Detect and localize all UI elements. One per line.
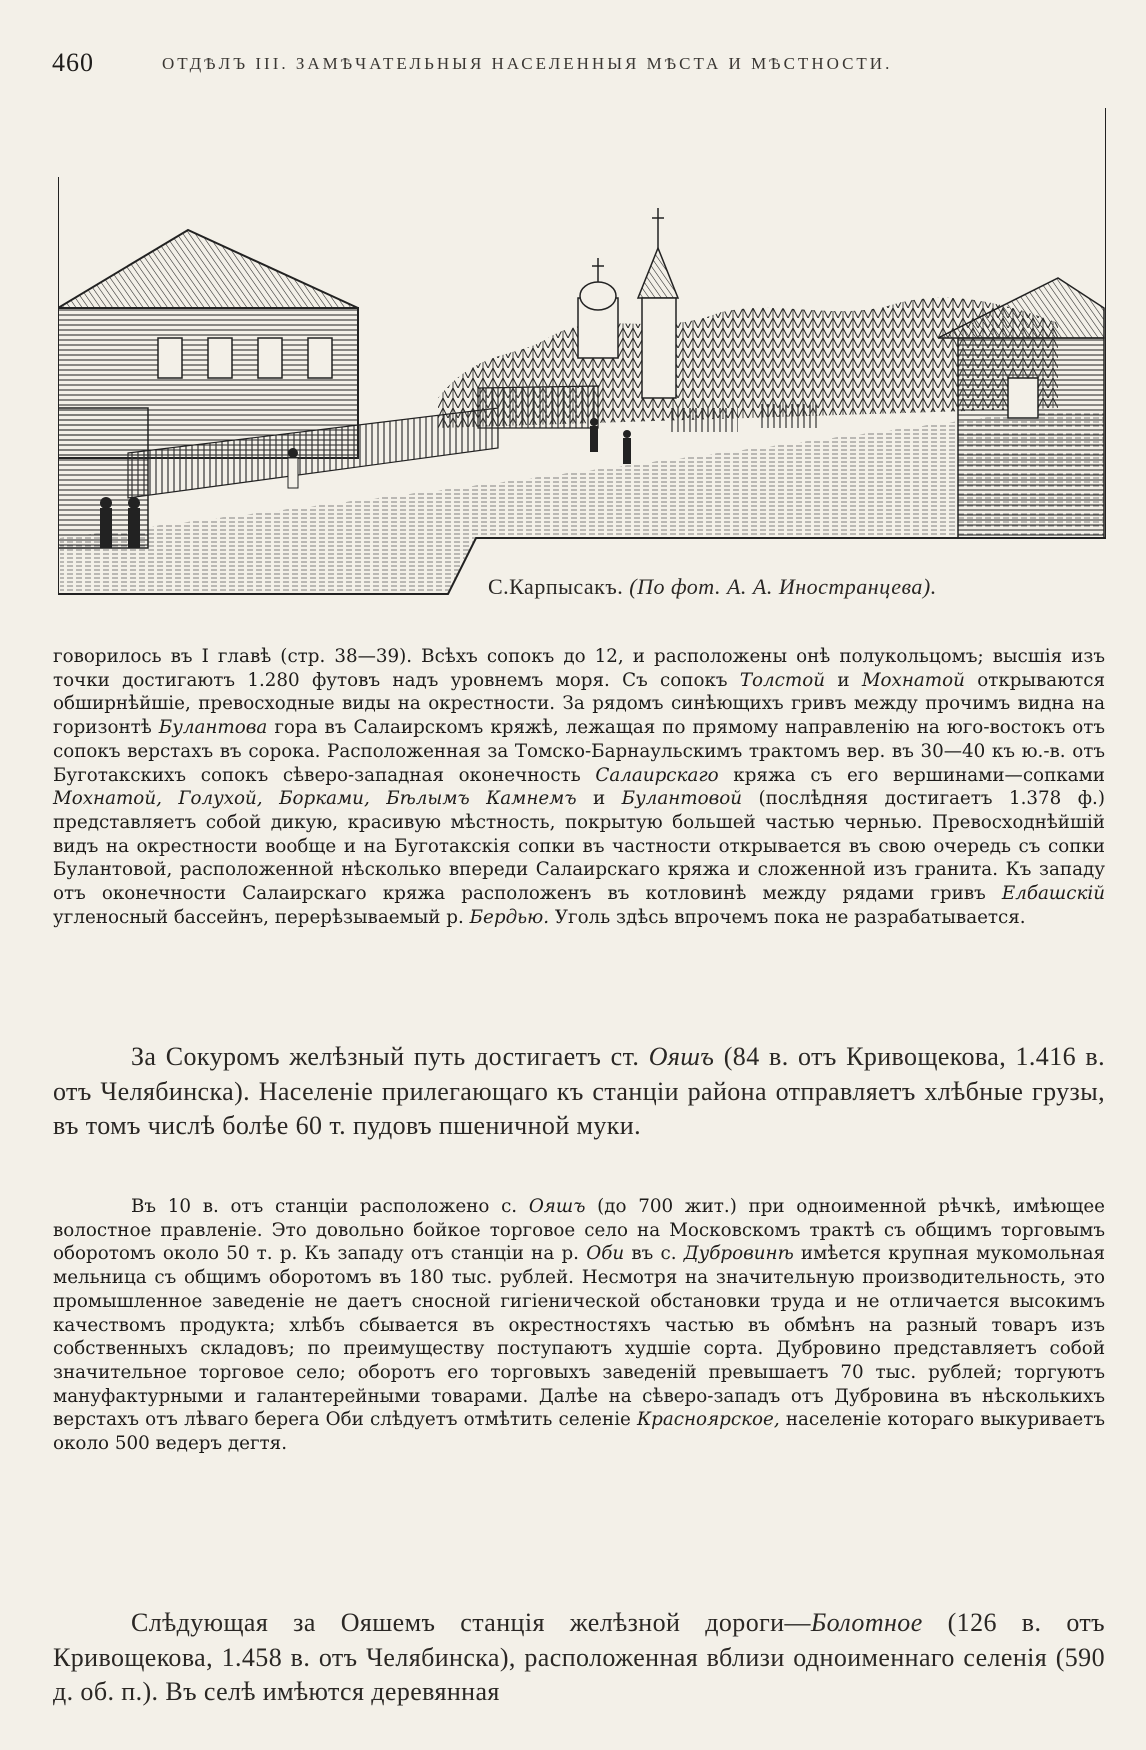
village-engraving (58, 108, 1106, 608)
italic-run: Салаирскаго (595, 764, 719, 786)
text-run: (послѣдняя достигаетъ 1.378 ф.) представляетъ собой дикую, красивую мѣстность, покрытую большей частью чернью. Превосходнѣйшій видъ на окрестности вообще и на Буготакскія сопки въ частности открывается въ свою очередь съ сопки Булантовой, расположенной нѣсколько впереди Салаирскаго кряжа и сложенной изъ гранита. Къ западу отъ оконечности Салаирскаго кряжа расположенъ въ котловинѣ между рядами гривъ (53, 788, 1105, 905)
text-run: гора въ Салаирскомъ кряжѣ, лежащая по прямому направленію на юго-востокъ отъ сопокъ верстахъ въ сорока. Расположенная за Томско-Барнаульскимъ трактомъ вер. въ 30—40 къ ю.-в. отъ Буготакскихъ сопокъ сѣверо-западная оконечность (53, 717, 1105, 786)
paragraph-bolotnoe (53, 1606, 1105, 1710)
page-number: 460 (52, 48, 94, 77)
italic-run: Красноярское, (637, 1409, 780, 1431)
italic-run: Ояшъ (648, 1042, 715, 1071)
paragraph-oyash-village (53, 1195, 1105, 1456)
illustration (58, 108, 1106, 608)
text-run: Слѣдующая за Ояшемъ станція желѣзной дороги— (131, 1608, 811, 1637)
italic-run: Толстой (739, 669, 826, 691)
italic-run: Бердью. (469, 906, 550, 928)
text-run: (126 в. отъ Кривощекова, 1.458 в. отъ Челябинска), расположенная вблизи одноименнаго селенія (590 д. об. п.). Въ селѣ имѣются деревянная (53, 1608, 1106, 1706)
italic-run: Мохнатой, Голухой, Борками, Бѣлымъ Камнемъ (53, 788, 577, 810)
text-run: населеніе котораго выкуриваетъ около 500 ведеръ дегтя. (53, 1409, 1105, 1455)
italic-run: Болотное (810, 1608, 923, 1637)
text-run: имѣется крупная мукомольная мельница съ общимъ оборотомъ въ 180 тыс. рублей. Несмотря на значительную производительность, это промышленное заведеніе не даетъ сносной гигіенической обстановки труда и не отличается высокимъ качествомъ продукта; хлѣбъ сбывается въ окрестностяхъ частью въ обмѣнъ на разный товаръ изъ собственныхъ складовъ; по преимуществу поступаютъ худшіе сорта. Дубровино представляетъ собой значительное торговое село; оборотъ его торговыхъ заведеній превышаетъ 70 тыс. рублей; торгуютъ мануфактурными и галантерейными товарами. Далѣе на сѣверо-западъ отъ Дубровина въ нѣсколькихъ верстахъ отъ лѣваго берега Оби слѣдуетъ отмѣтить селеніе (53, 1243, 1106, 1431)
text-run: угленосный бассейнъ, перерѣзываемый р. (53, 906, 470, 928)
text-run: (до 700 жит.) при одноименной рѣчкѣ, имѣющее волостное правленіе. Это довольно бойкое торговое село на Московскомъ трактѣ съ общимъ торговымъ оборотомъ около 50 т. р. Къ западу отъ станціи на р. (53, 1196, 1105, 1265)
text-run: Уголь здѣсь впрочемъ пока не разрабатывается. (549, 906, 1026, 928)
italic-run: Мохнатой (861, 669, 965, 691)
text-run: въ с. (624, 1243, 684, 1265)
italic-run: Елбашскій (1001, 883, 1105, 905)
italic-run: Дубровинѣ (683, 1243, 794, 1265)
paragraph-oyash-station (53, 1040, 1105, 1144)
italic-run: Ояшъ (528, 1196, 586, 1217)
text-run: говорилось въ I главѣ (стр. 38—39). Всѣхъ сопокъ до 12, и расположены онѣ полукольцомъ; высшія изъ точки достигаютъ 1.280 футовъ надъ уровнемъ моря. Съ сопокъ (53, 646, 1105, 691)
text-run: и (825, 669, 862, 691)
paragraph-sopki (53, 645, 1105, 929)
caption-place: С.Карпысакъ. (488, 574, 624, 599)
italic-run: Булантовой (621, 788, 743, 810)
text-run: открываются обширнѣйшіе, превосходные виды на окрестности. За рядомъ синѣющихъ гривъ между прочимъ видна на горизонтѣ (53, 669, 1105, 739)
italic-run: Оби (586, 1243, 625, 1265)
text-run: За Сокуромъ желѣзный путь достигаетъ ст. (131, 1042, 649, 1071)
italic-run: Булантова (158, 717, 268, 739)
caption-source: (По фот. А. А. Иностранцева). (629, 574, 937, 599)
running-title: ОТДѢЛЪ III. ЗАМѢЧАТЕЛЬНЫЯ НАСЕЛЕННЫЯ МѢСТА И МѢСТНОСТИ. (162, 54, 893, 73)
text-run: кряжа съ его вершинами—сопками (718, 764, 1105, 786)
text-run: (84 в. отъ Кривощекова, 1.416 в. отъ Челябинска). Населеніе прилегающаго къ станціи района отправляетъ хлѣбные грузы, въ томъ числѣ болѣе 60 т. пудовъ пшеничной муки. (53, 1042, 1106, 1140)
text-run: Въ 10 в. отъ станціи расположено с. (131, 1196, 529, 1217)
text-run: и (576, 788, 622, 810)
page-header (52, 48, 1052, 84)
figure-caption (488, 574, 1068, 600)
